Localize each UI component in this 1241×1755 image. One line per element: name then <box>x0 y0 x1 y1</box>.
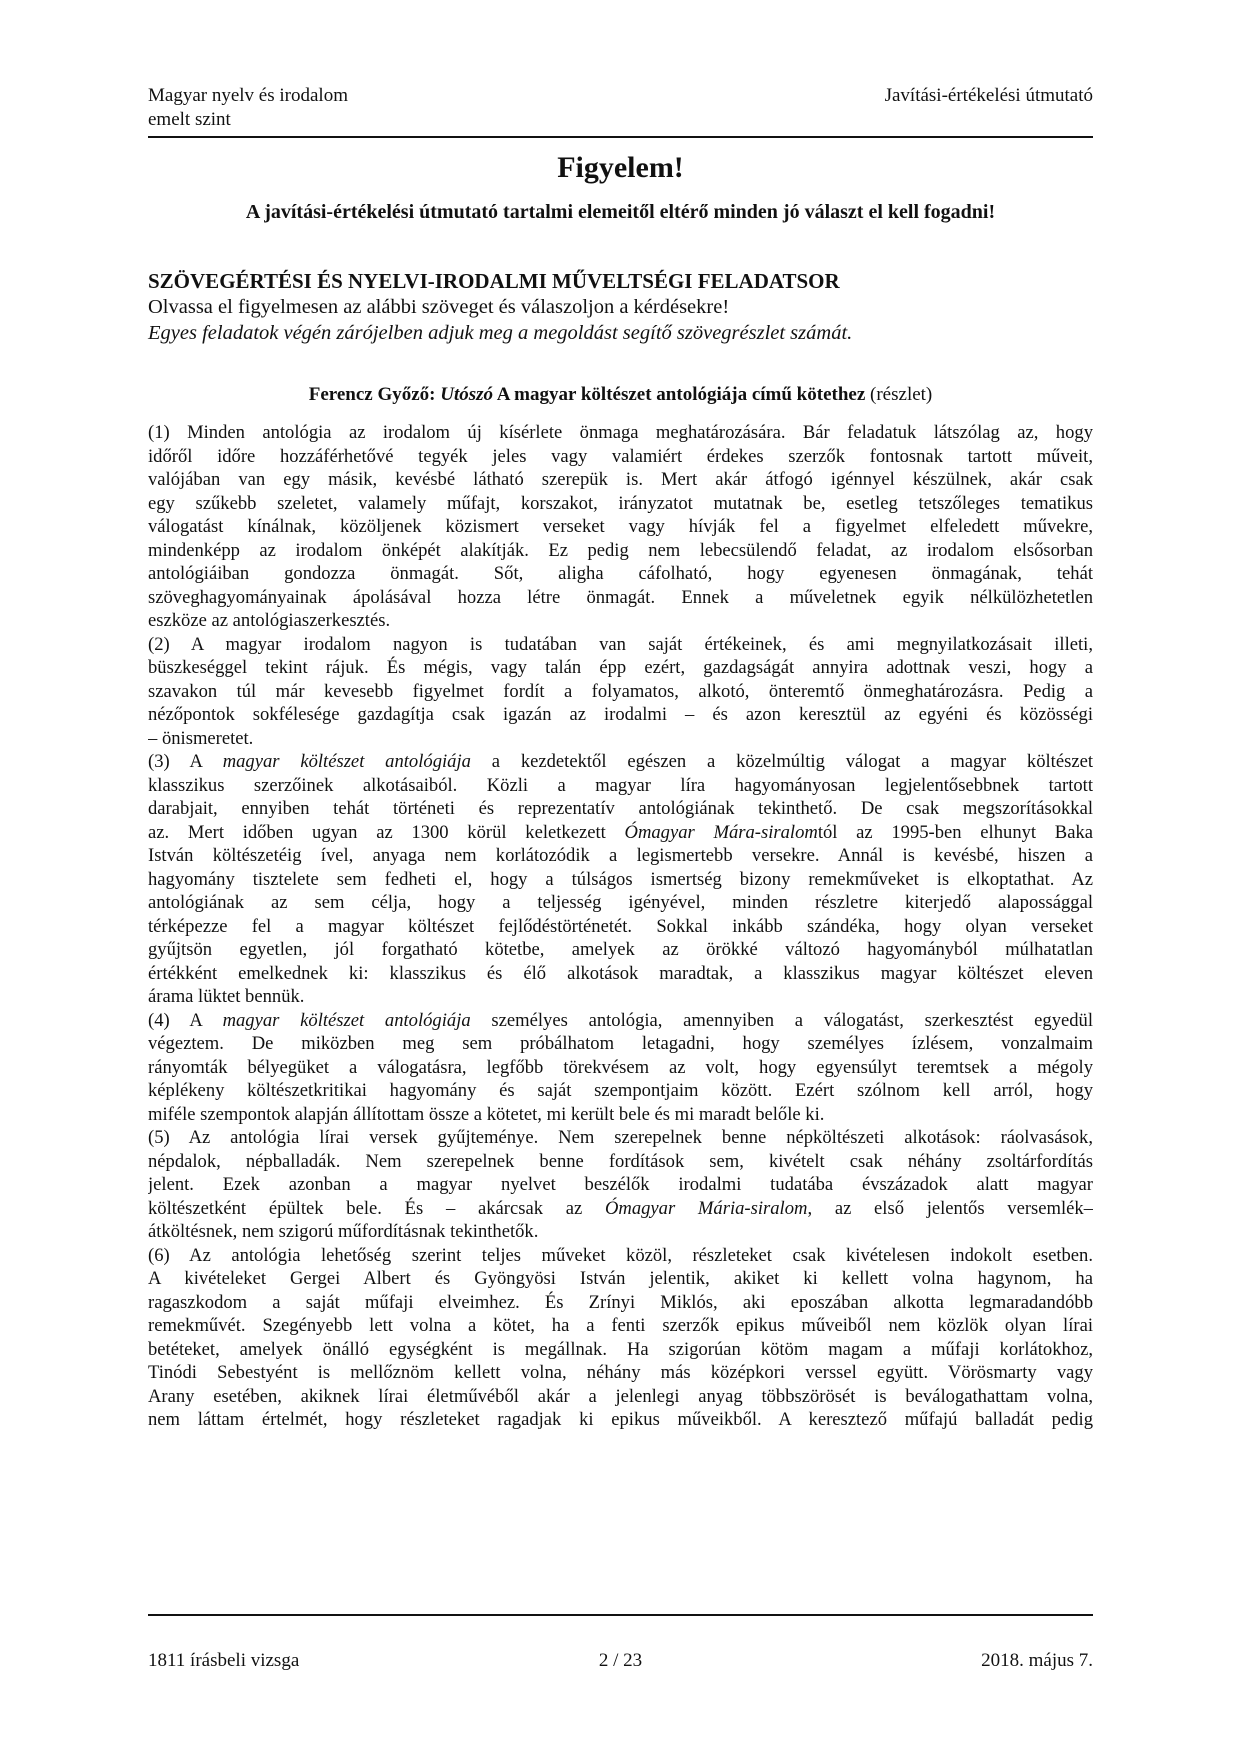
body-line <box>148 821 1093 845</box>
body-line-text: remekművét. Szegényebb lett volna a kötet, ha a fenti szerzők epikus műveiből nem közlök olyan lírai <box>148 1315 1093 1336</box>
body-line <box>148 891 1093 915</box>
source-suffix: (részlet) <box>865 384 933 405</box>
body-line-text: időről időre hozzáférhetővé tegyék jeles vagy valamiért érdekes szerzők fontosnak tartott műveit, <box>148 445 1093 467</box>
body-line <box>148 985 1093 1009</box>
body-line <box>148 868 1093 892</box>
header-left <box>148 84 348 132</box>
body-line <box>148 727 1093 751</box>
body-line <box>148 1314 1093 1338</box>
body-line-text: antológiáiban gondozza önmagát. Sőt, aligha cáfolható, hogy egyenesen önmagának, tehát <box>148 563 1093 584</box>
body-text-run: költészetként épültek bele. És – akárcsak az <box>148 1197 605 1219</box>
body-line-text: klasszikus szerzőinek alkotásaiból. Közli a magyar líra hagyományosan legjelentősebbnek tartott <box>148 774 1093 796</box>
body-line-text: antológiának az sem célja, hogy a teljesség igényével, minden részletre kiterjedő alapossággal <box>148 892 1093 913</box>
body-line-text: eszköze az antológiaszerkesztés. <box>148 610 391 631</box>
body-line-text: (5) Az antológia lírai versek gyűjteménye. Nem szerepelnek benne népköltészeti alkotások: ráolvasások, <box>148 1127 1093 1148</box>
body-line <box>148 468 1093 492</box>
body-line-text: miféle szempontok alapján állítottam össze a kötetet, mi került bele és mi maradt belőle ki. <box>148 1103 825 1125</box>
body-text-run: a kezdetektől egészen a közelmúltig válogat a magyar költészet <box>470 751 1093 772</box>
footer-rule <box>148 1614 1093 1616</box>
body-line-text: mindenképp az irodalom önképét alakítják. Ez pedig nem lebecsülendő feladat, az irodalom elsősorban <box>148 539 1093 561</box>
body-line-text: gyűjtsön egyetlen, jól forgatható kötetbe, amelyek az örökké változó hagyományból múlhatatlan <box>148 939 1093 960</box>
source-book-title: A magyar költészet antológiája című kötethez <box>493 384 866 405</box>
body-line-text: népdalok, népballadák. Nem szerepelnek benne fordítások sem, kivételt csak néhány zsoltárfordítás <box>148 1150 1093 1172</box>
body-line-text: térképezze fel a magyar költészet fejlődéstörténetét. Sokkal inkább szándéka, hogy olyan verseket <box>148 915 1093 937</box>
body-text-run: (3) A <box>148 751 223 772</box>
body-line-text: darabjait, ennyiben tehát történeti és reprezentatív antológiának tekinthető. De csak megszorításokkal <box>148 798 1093 819</box>
header-rule <box>148 136 1093 138</box>
body-line-text: (1) Minden antológia az irodalom új kísérlete önmaga meghatározására. Bár feladatuk látszólag az, hogy <box>148 422 1093 443</box>
body-line <box>148 1197 1093 1221</box>
italic-title: magyar költészet antológiája <box>222 751 471 772</box>
body-line-text: Tinódi Sebestyént is mellőznöm kellett volna, néhány más középkori verssel együtt. Vörösmarty vagy <box>148 1362 1093 1383</box>
body-line <box>148 797 1093 821</box>
body-line-text: végeztem. De miközben meg sem próbálhatom letagadni, hogy személyes ízlésem, vonzalmaim <box>148 1033 1093 1054</box>
body-line <box>148 492 1093 516</box>
header-level: emelt szint <box>148 109 231 130</box>
instruction-italic-text: Egyes feladatok végén zárójelben adjuk meg a megoldást segítő szövegrészlet számát. <box>148 322 853 344</box>
body-line-text: büszkeséggel tekint rájuk. És mégis, vagy talán épp ezért, gazdagságát annyira adottnak veszi, hogy a <box>148 657 1093 678</box>
italic-title: magyar költészet antológiája <box>222 1009 471 1031</box>
body-line <box>148 609 1093 633</box>
body-line-text: értékként emelkednek ki: klasszikus és élő alkotások maradtak, a klasszikus magyar költészet eleven <box>148 962 1093 984</box>
body-line <box>148 844 1093 868</box>
body-line-text <box>148 1010 1093 1031</box>
body-line <box>148 1032 1093 1056</box>
header-subject: Magyar nyelv és irodalom <box>148 85 348 106</box>
body-line <box>148 1173 1093 1197</box>
body-line <box>148 703 1093 727</box>
body-line <box>148 1126 1093 1150</box>
body-line <box>148 1079 1093 1103</box>
body-line <box>148 515 1093 539</box>
page-title: Figyelem! <box>557 151 684 184</box>
body-line <box>148 680 1093 704</box>
body-line <box>148 539 1093 563</box>
italic-title: Ómagyar Mára-siralom <box>624 821 818 843</box>
instruction-text: Olvassa el figyelmesen az alábbi szöveget és válaszoljon a kérdésekre! <box>148 296 730 318</box>
body-text <box>148 421 1093 1432</box>
body-line-text: – önismeretet. <box>148 727 254 749</box>
body-line-text: nem láttam értelmét, hogy részleteket ragadjak ki epikus műveikből. A keresztező műfajú balladát pedig <box>148 1409 1093 1430</box>
source-heading <box>148 383 1093 407</box>
notice-text: A javítási-értékelési útmutató tartalmi elemeitől eltérő minden jó választ el kell fogadni! <box>245 201 996 223</box>
body-line <box>148 1267 1093 1291</box>
body-line <box>148 1408 1093 1432</box>
body-line-text: A kivételeket Gergei Albert és Gyöngyösi István jelentik, akiket ki kellett volna hagynom, ha <box>148 1268 1093 1289</box>
body-text-run: (4) A <box>148 1009 223 1031</box>
body-line <box>148 445 1093 469</box>
footer-exam-id: 1811 írásbeli vizsga <box>148 1650 300 1671</box>
body-line-text: betéteket, amelyek önálló egységként is megállnak. Ha szigorúan kötöm magam a műfaji korlátokhoz, <box>148 1338 1093 1360</box>
body-line <box>148 962 1093 986</box>
header-doc-type: Javítási-értékelési útmutató <box>884 85 1093 106</box>
body-line-text: rányomták bélyegüket a válogatásra, legfőbb törekvésem az volt, hogy egyensúlyt teremtsek a mégoly <box>148 1056 1093 1078</box>
body-line <box>148 938 1093 962</box>
body-line <box>148 421 1093 445</box>
italic-title: Ómagyar Mária-siralom <box>604 1197 808 1219</box>
source-author: Ferencz Győző: <box>308 384 441 405</box>
body-line <box>148 1056 1093 1080</box>
section-title: SZÖVEGÉRTÉSI ÉS NYELVI-IRODALMI MŰVELTSÉGI FELADATSOR <box>148 269 840 293</box>
body-line-text <box>148 822 1093 843</box>
body-line <box>148 915 1093 939</box>
document-page <box>148 0 1093 1755</box>
body-line-text <box>148 1198 1093 1219</box>
body-line <box>148 1385 1093 1409</box>
body-line <box>148 633 1093 657</box>
body-line <box>148 1150 1093 1174</box>
body-line <box>148 1291 1093 1315</box>
body-text-run: az. Mert időben ugyan az 1300 körül keletkezett <box>148 821 625 843</box>
footer-date: 2018. május 7. <box>981 1650 1093 1671</box>
body-line <box>148 562 1093 586</box>
body-line <box>148 1220 1093 1244</box>
body-line-text: egy szűkebb szeletet, valamely műfajt, korszakot, irányzatot mutatnak be, esetleg tetszőleges tematikus <box>148 492 1093 514</box>
footer-page-number: 2 / 23 <box>598 1650 643 1671</box>
body-line-text: átköltésnek, nem szigorú műfordításnak tekinthetők. <box>148 1221 539 1242</box>
body-text-run: , az első jelentős versemlék– <box>807 1197 1093 1219</box>
body-line-text: árama lüktet bennük. <box>148 986 305 1007</box>
body-line-text: István költészetéig ível, anyaga nem korlátozódik a legismertebb versekre. Annál is kevésbé, hiszen a <box>148 845 1093 866</box>
body-line-text: szöveghagyományainak ápolásával hozza létre önmagát. Ennek a műveletnek egyik nélkülözhetetlen <box>148 586 1093 608</box>
body-line <box>148 1009 1093 1033</box>
body-line <box>148 1103 1093 1127</box>
body-line <box>148 1361 1093 1385</box>
body-line <box>148 774 1093 798</box>
body-line-text: Arany esetében, akiknek lírai életművéből akár a jelenlegi anyag többszörösét is beválogathattam volna, <box>148 1385 1093 1407</box>
body-line-text: (2) A magyar irodalom nagyon is tudatában van saját értékeinek, és ami megnyilatkozásait illeti, <box>148 633 1093 655</box>
body-line-text: ragaszkodom a saját műfaji elveimhez. És Zrínyi Miklós, aki eposzában alkotta legmaradandóbb <box>148 1291 1093 1313</box>
body-line-text: válogatást kínálnak, közöljenek közismert verseket vagy hívják fel a figyelmet elfeledett művekre, <box>148 516 1093 537</box>
body-line <box>148 1244 1093 1268</box>
body-line-text: nézőpontok sokfélesége gazdagítja csak igazán az irodalmi – és azon keresztül az egyéni és közösségi <box>148 704 1093 725</box>
body-line <box>148 586 1093 610</box>
body-line-text <box>148 751 1093 772</box>
body-line-text: (6) Az antológia lehetőség szerint teljes műveket közöl, részleteket csak kivételesen indokolt esetben. <box>148 1244 1093 1266</box>
body-line <box>148 1338 1093 1362</box>
body-line <box>148 656 1093 680</box>
body-line-text: hagyomány tisztelete sem fedheti el, hogy a túlságos ismertség bizony remekműveket is elkoptathat. Az <box>148 868 1093 890</box>
body-line-text: jelent. Ezek azonban a magyar nyelvet beszélők irodalmi tudatába évszázadok alatt magyar <box>148 1174 1093 1195</box>
body-line-text: valójában van egy másik, kevésbé látható szerepük is. Mert akár átfogó igénnyel készülnek, akár csak <box>148 469 1093 490</box>
source-work-title: Utószó <box>440 384 494 405</box>
body-text-run: személyes antológia, amennyiben a válogatást, szerkesztést egyedül <box>470 1009 1093 1031</box>
body-text-run: tól az 1995-ben elhunyt Baka <box>817 821 1093 843</box>
body-line <box>148 750 1093 774</box>
body-line-text: szavakon túl már kevesebb figyelmet fordít a folyamatos, alkotó, önteremtő önmeghatározásra. Pedig a <box>148 680 1093 702</box>
body-line-text: képlékeny költészetkritikai hagyomány és saját szempontjaim között. Ezért szólnom kell arról, hogy <box>148 1080 1093 1101</box>
